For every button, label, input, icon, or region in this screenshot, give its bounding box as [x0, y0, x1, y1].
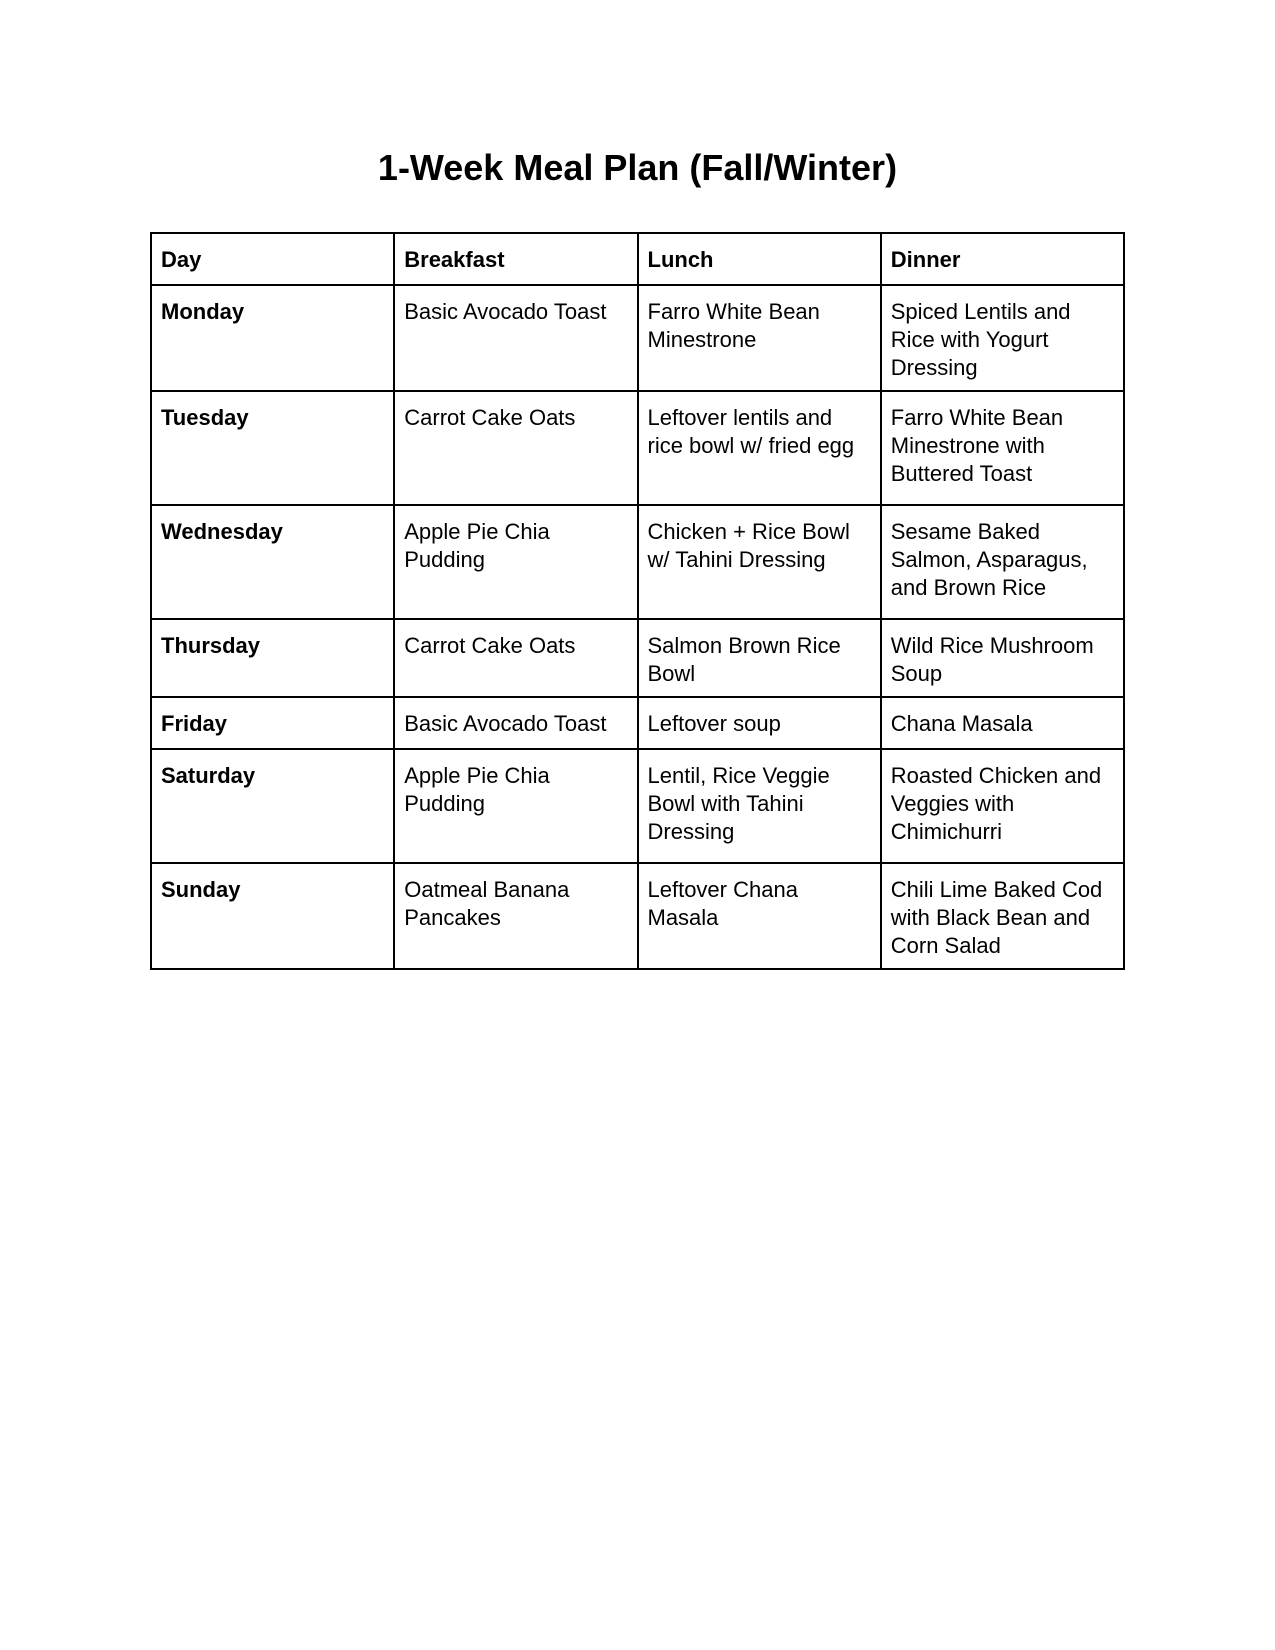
day-cell: Monday — [151, 285, 394, 391]
breakfast-cell: Apple Pie Chia Pudding — [394, 505, 637, 619]
breakfast-cell: Basic Avocado Toast — [394, 285, 637, 391]
day-cell: Friday — [151, 697, 394, 749]
table-row — [151, 749, 1124, 863]
header-lunch: Lunch — [638, 233, 881, 285]
breakfast-cell: Basic Avocado Toast — [394, 697, 637, 749]
dinner-cell: Chili Lime Baked Cod with Black Bean and Corn Salad — [881, 863, 1124, 969]
header-day: Day — [151, 233, 394, 285]
table-row — [151, 697, 1124, 749]
header-breakfast: Breakfast — [394, 233, 637, 285]
lunch-cell: Chicken + Rice Bowl w/ Tahini Dressing — [638, 505, 881, 619]
lunch-cell: Leftover soup — [638, 697, 881, 749]
day-cell: Saturday — [151, 749, 394, 863]
table-row — [151, 863, 1124, 969]
breakfast-cell: Carrot Cake Oats — [394, 391, 637, 505]
dinner-cell: Farro White Bean Minestrone with Buttered Toast — [881, 391, 1124, 505]
lunch-cell: Salmon Brown Rice Bowl — [638, 619, 881, 697]
table-row — [151, 505, 1124, 619]
day-cell: Wednesday — [151, 505, 394, 619]
table-row — [151, 619, 1124, 697]
dinner-cell: Chana Masala — [881, 697, 1124, 749]
lunch-cell: Lentil, Rice Veggie Bowl with Tahini Dressing — [638, 749, 881, 863]
lunch-cell: Leftover Chana Masala — [638, 863, 881, 969]
breakfast-cell: Apple Pie Chia Pudding — [394, 749, 637, 863]
table-row — [151, 285, 1124, 391]
dinner-cell: Wild Rice Mushroom Soup — [881, 619, 1124, 697]
dinner-cell: Spiced Lentils and Rice with Yogurt Dressing — [881, 285, 1124, 391]
table-header-row — [151, 233, 1124, 285]
breakfast-cell: Carrot Cake Oats — [394, 619, 637, 697]
day-cell: Thursday — [151, 619, 394, 697]
page-title: 1-Week Meal Plan (Fall/Winter) — [377, 147, 898, 188]
dinner-cell: Roasted Chicken and Veggies with Chimichurri — [881, 749, 1124, 863]
breakfast-cell: Oatmeal Banana Pancakes — [394, 863, 637, 969]
day-cell: Tuesday — [151, 391, 394, 505]
day-cell: Sunday — [151, 863, 394, 969]
meal-plan-table — [150, 232, 1125, 970]
table-row — [151, 391, 1124, 505]
dinner-cell: Sesame Baked Salmon, Asparagus, and Brown Rice — [881, 505, 1124, 619]
lunch-cell: Farro White Bean Minestrone — [638, 285, 881, 391]
lunch-cell: Leftover lentils and rice bowl w/ fried egg — [638, 391, 881, 505]
header-dinner: Dinner — [881, 233, 1124, 285]
